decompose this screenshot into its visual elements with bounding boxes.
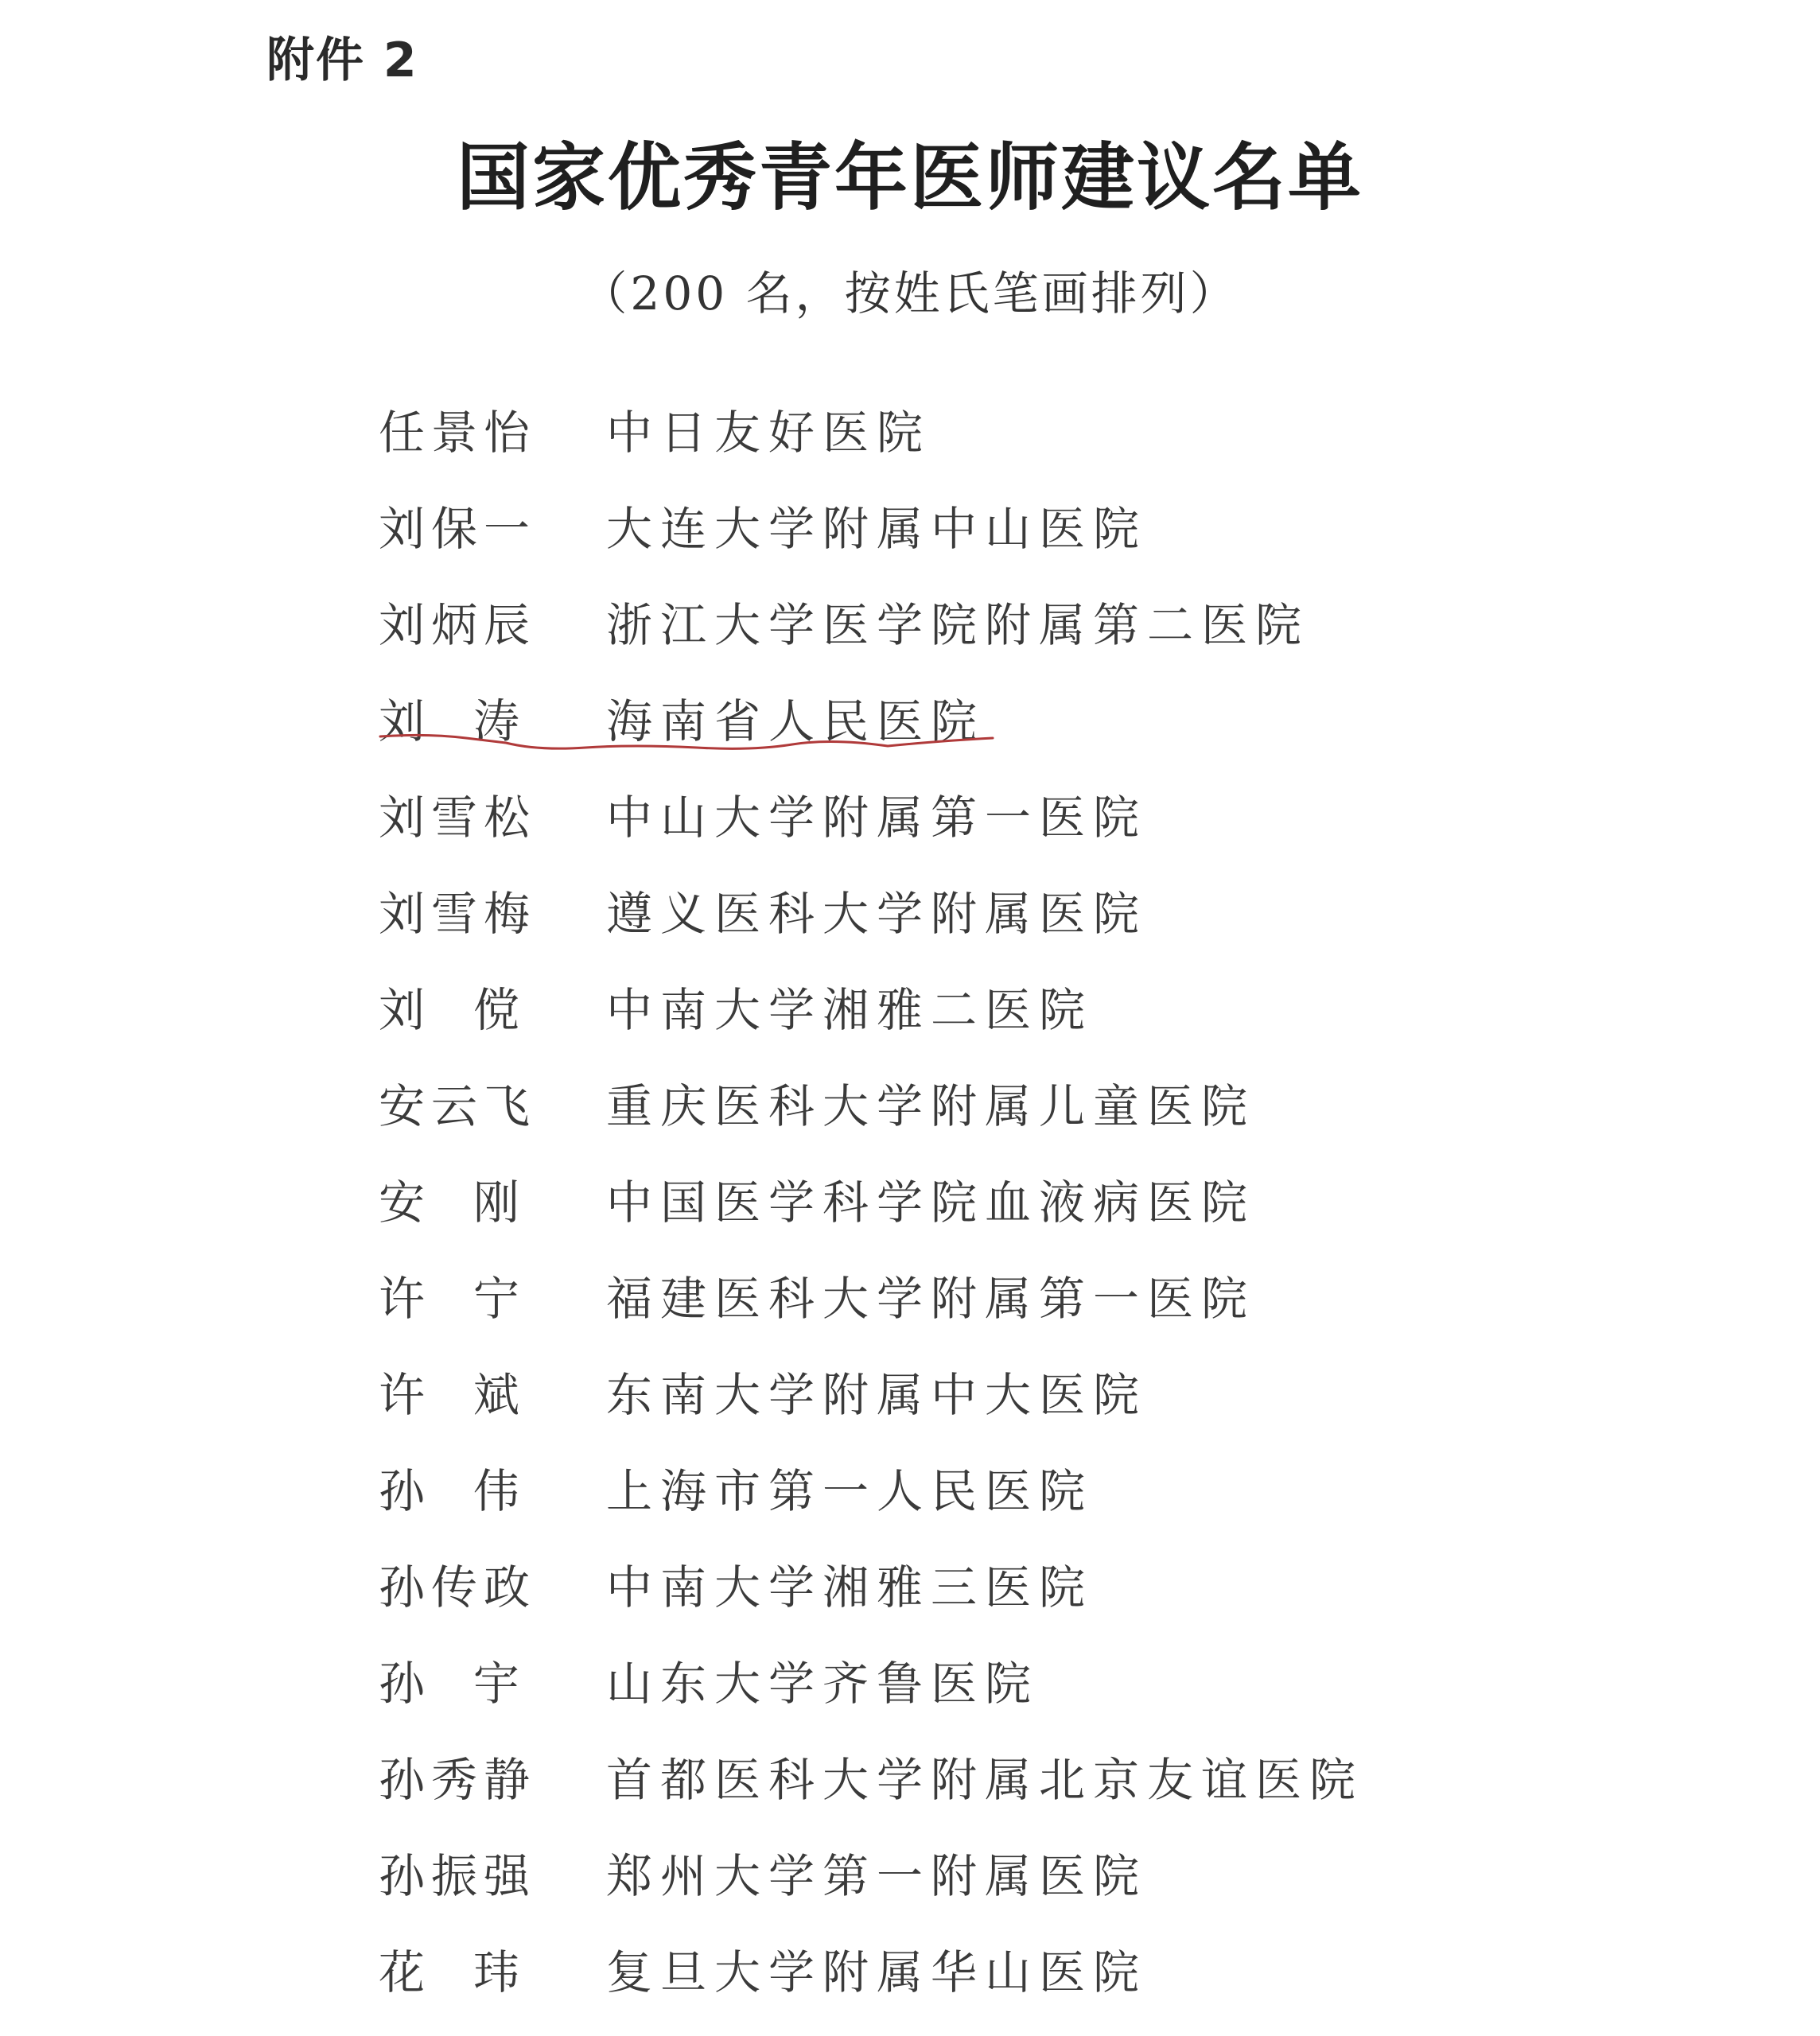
list-item (379, 1054, 1771, 1150)
hospital-name: 中南大学湘雅三医院 (606, 1560, 1094, 1614)
list-item (379, 958, 1771, 1054)
list-item (379, 1150, 1771, 1246)
list-item (379, 1920, 1771, 2016)
physician-name: 许 宁 (379, 1271, 526, 1326)
document-title: 国家优秀青年医师建议名单 (456, 134, 1363, 220)
list-item (379, 476, 1771, 573)
physician-name: 孙振强 (379, 1848, 537, 1903)
physician-name: 孙传政 (379, 1560, 537, 1614)
list-item (379, 1824, 1771, 1920)
physician-name: 刘雪梅 (379, 886, 537, 941)
list-item (379, 861, 1771, 958)
hospital-name: 首都医科大学附属北京友谊医院 (606, 1752, 1364, 1807)
list-item (379, 1342, 1771, 1439)
physician-name: 花 玮 (379, 1945, 526, 1999)
list-item (379, 1246, 1771, 1342)
hospital-name: 郑州大学第一附属医院 (606, 1848, 1148, 1903)
physician-name: 安 刚 (379, 1175, 526, 1230)
physician-name: 安云飞 (379, 1078, 537, 1133)
physician-name: 刘雪松 (379, 790, 537, 845)
list-item (379, 380, 1771, 476)
list-item (379, 1535, 1771, 1631)
list-item (379, 1439, 1771, 1535)
red-underline-mark (379, 730, 995, 754)
hospital-name: 复旦大学附属华山医院 (606, 1945, 1148, 1999)
physician-name: 刘保一 (379, 501, 537, 556)
document-subtitle: （200 名，按姓氏笔画排列） (581, 266, 1239, 321)
list-item (379, 573, 1771, 669)
physician-name: 孙秀静 (379, 1752, 537, 1807)
physician-name: 刘 涛 (379, 694, 526, 748)
attachment-label: 附件 2 (266, 33, 418, 88)
hospital-name: 重庆医科大学附属儿童医院 (606, 1078, 1256, 1133)
hospital-name: 东南大学附属中大医院 (606, 1367, 1148, 1422)
physician-name: 孙 伟 (379, 1463, 526, 1518)
hospital-name: 上海市第一人民医院 (606, 1463, 1094, 1518)
hospital-name: 福建医科大学附属第一医院 (606, 1271, 1256, 1326)
physician-name: 孙 宇 (379, 1656, 526, 1711)
list-item (379, 765, 1771, 861)
roster-list (379, 380, 1771, 2016)
list-item (379, 1631, 1771, 1727)
list-item (379, 1727, 1771, 1824)
hospital-name: 中国医学科学院血液病医院 (606, 1175, 1256, 1230)
hospital-name: 中南大学湘雅二医院 (606, 982, 1094, 1037)
physician-name: 许 斌 (379, 1367, 526, 1422)
physician-name: 刘 傥 (379, 982, 526, 1037)
hospital-name: 大连大学附属中山医院 (606, 501, 1148, 556)
hospital-name: 中日友好医院 (606, 405, 931, 460)
hospital-name: 中山大学附属第一医院 (606, 790, 1148, 845)
hospital-name: 遵义医科大学附属医院 (606, 886, 1148, 941)
physician-name: 任景怡 (379, 405, 537, 460)
hospital-name: 海南省人民医院 (606, 694, 986, 748)
physician-name: 刘炳辰 (379, 597, 537, 652)
hospital-name: 山东大学齐鲁医院 (606, 1656, 1040, 1711)
hospital-name: 浙江大学医学院附属第二医院 (606, 597, 1310, 652)
